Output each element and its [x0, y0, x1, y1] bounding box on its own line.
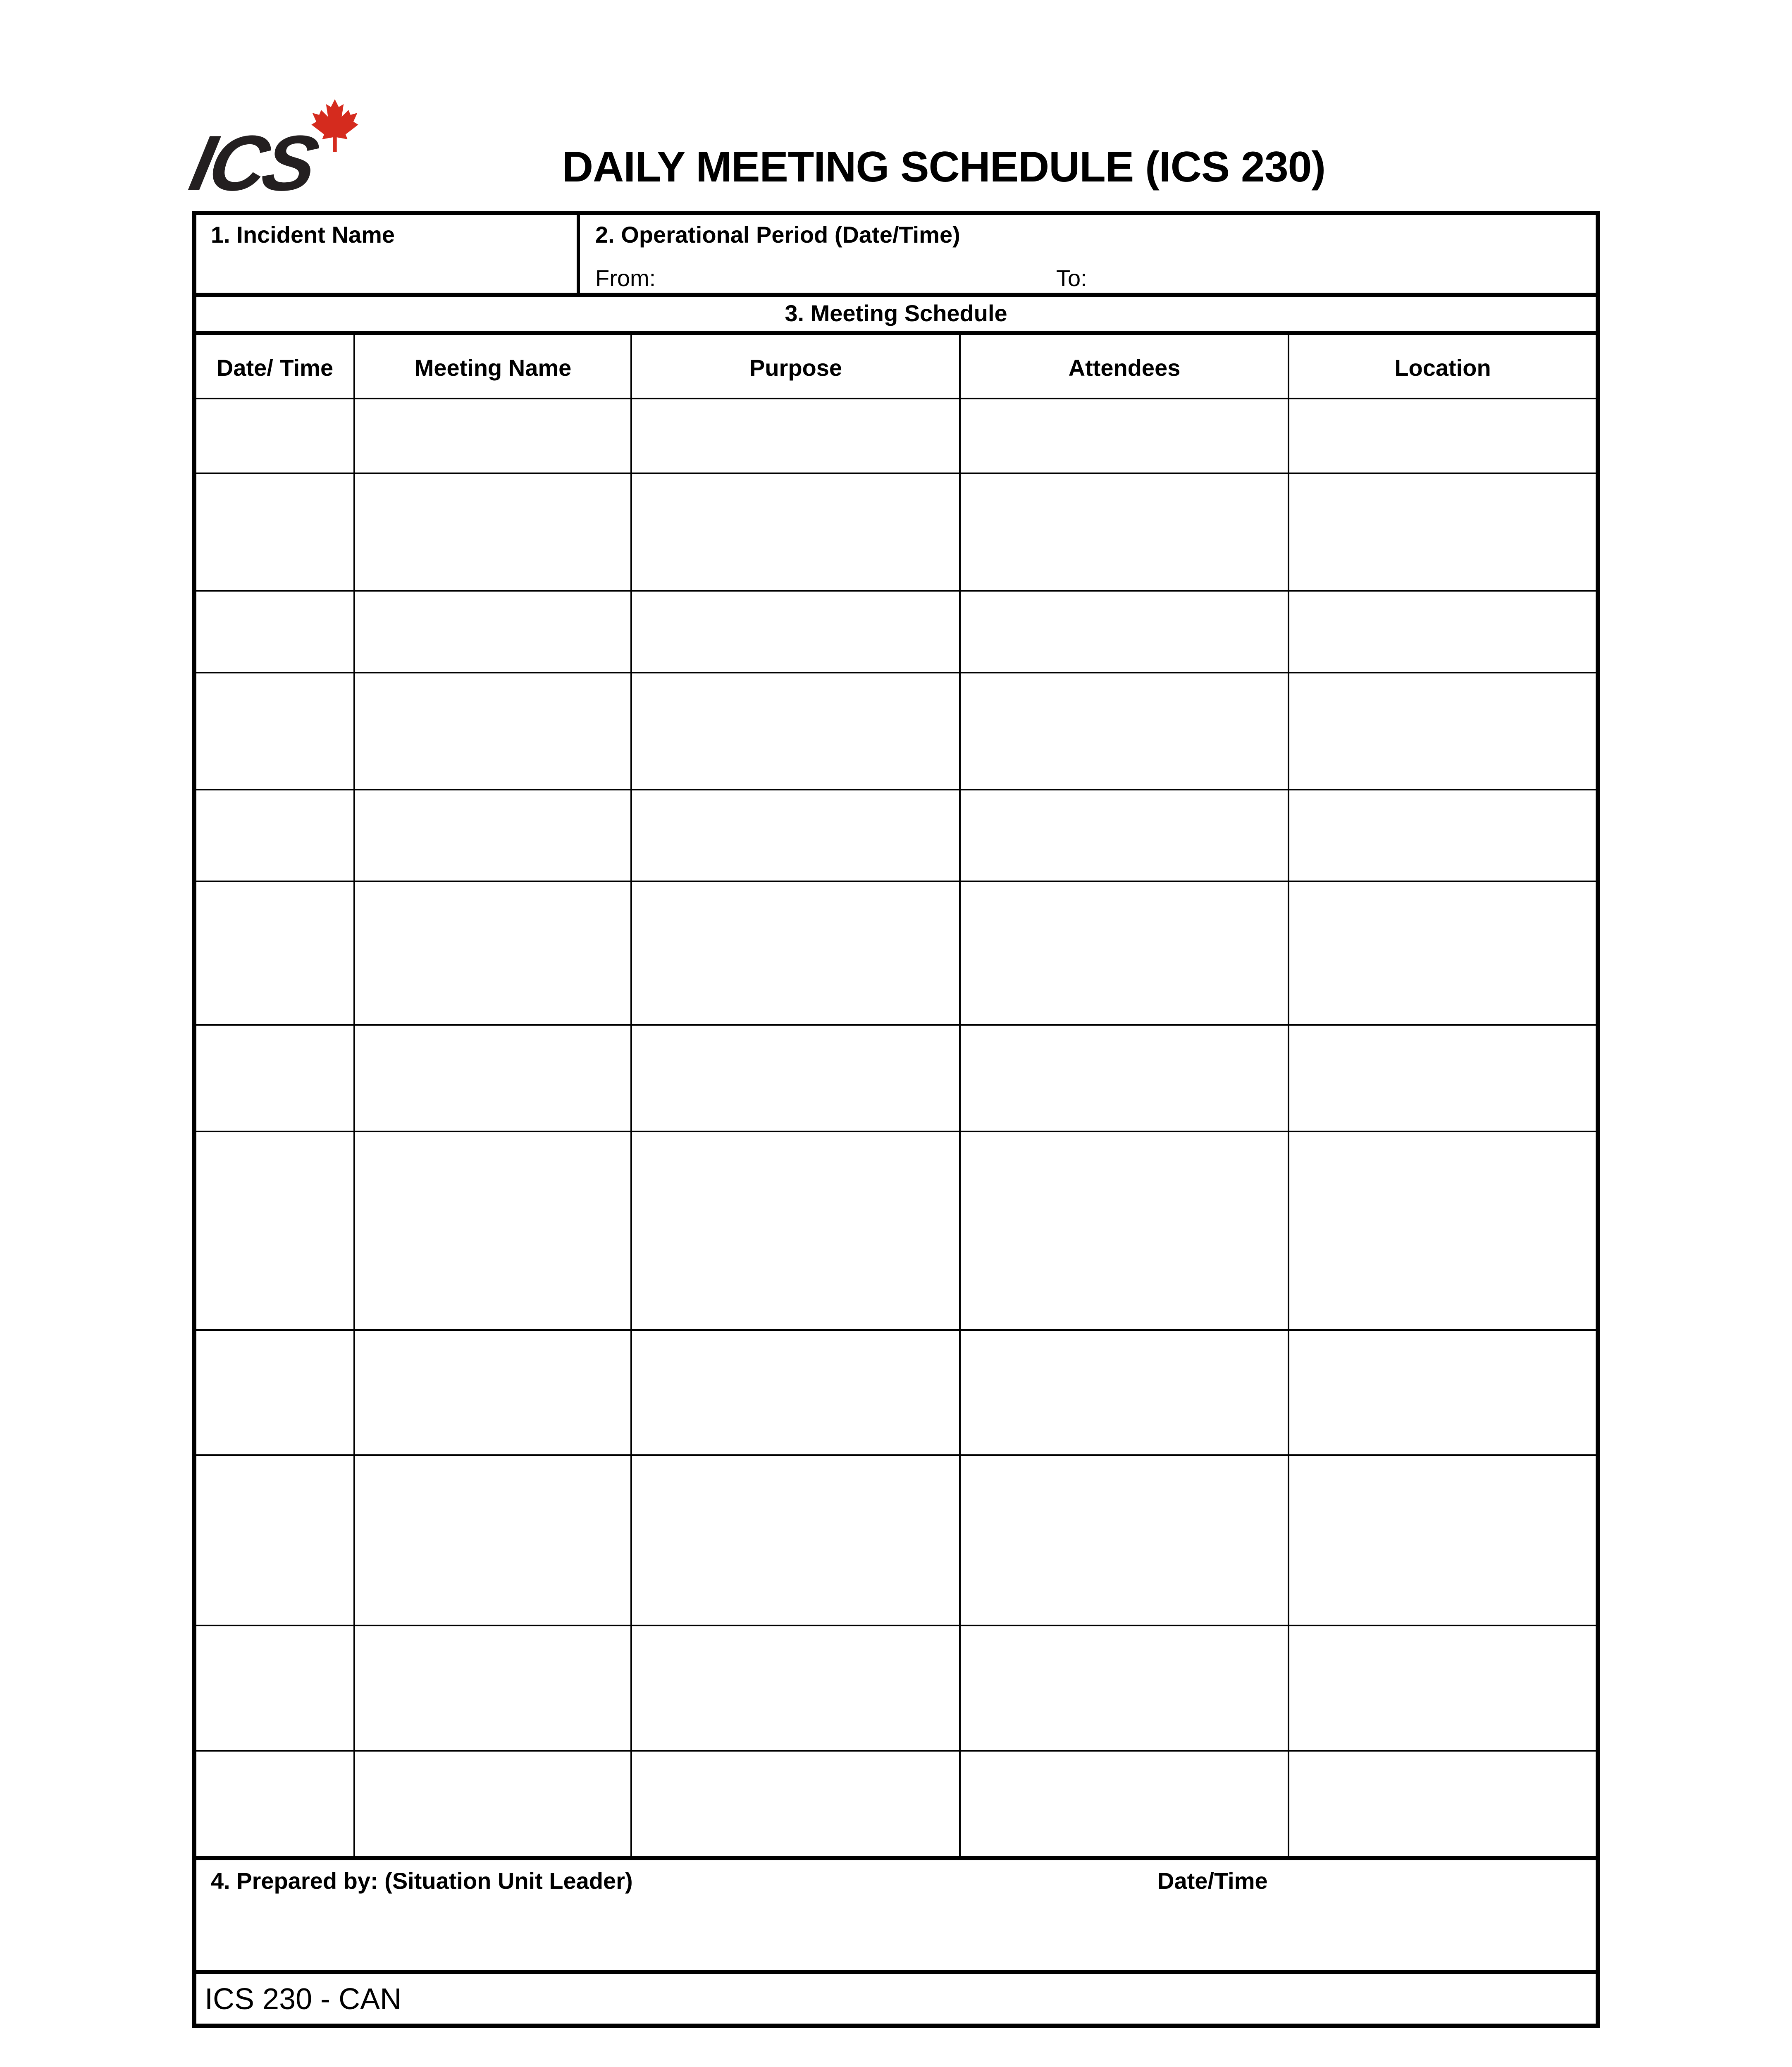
table-row[interactable] — [196, 1132, 1596, 1329]
prepared-by-label: 4. Prepared by: (Situation Unit Leader) — [211, 1868, 633, 1894]
table-row[interactable] — [196, 882, 1596, 1024]
table-row[interactable] — [196, 1626, 1596, 1750]
divider-above-schedule — [192, 293, 1600, 297]
column-header-meeting-name: Meeting Name — [414, 355, 572, 381]
to-field[interactable] — [1100, 260, 1592, 291]
from-label: From: — [595, 265, 656, 291]
divider-below-heading — [192, 331, 1600, 335]
header-divider — [577, 211, 580, 294]
table-row[interactable] — [196, 790, 1596, 881]
column-header-date-time: Date/ Time — [216, 355, 334, 381]
form-border-right — [1596, 211, 1600, 2028]
incident-name-label: 1. Incident Name — [211, 222, 395, 248]
table-row[interactable] — [196, 1331, 1596, 1454]
form-border-top — [192, 211, 1600, 215]
table-row[interactable] — [196, 592, 1596, 672]
divider-above-footer — [192, 1970, 1600, 1974]
table-row[interactable] — [196, 1752, 1596, 1856]
to-label: To: — [1056, 265, 1087, 291]
form-border-left — [192, 211, 196, 2028]
prepared-by-date-time-label: Date/Time — [1157, 1868, 1268, 1894]
from-field[interactable] — [661, 260, 1046, 291]
table-row[interactable] — [196, 1026, 1596, 1131]
column-header-purpose: Purpose — [749, 355, 842, 381]
form-code: ICS 230 - CAN — [205, 1983, 402, 2016]
form-border-bottom — [192, 2024, 1600, 2028]
table-row[interactable] — [196, 474, 1596, 590]
maple-leaf-icon — [310, 99, 360, 153]
table-row[interactable] — [196, 1456, 1596, 1625]
meeting-schedule-heading: 3. Meeting Schedule — [785, 300, 1007, 326]
table-row[interactable] — [196, 399, 1596, 473]
divider-above-prepared-by — [192, 1856, 1600, 1860]
incident-name-field[interactable] — [198, 252, 573, 291]
page-title: DAILY MEETING SCHEDULE (ICS 230) — [562, 143, 1326, 191]
column-header-attendees: Attendees — [1068, 355, 1181, 381]
ics-logo — [183, 99, 358, 207]
column-header-location: Location — [1394, 355, 1491, 381]
logo-text: ICS — [183, 119, 323, 207]
operational-period-label: 2. Operational Period (Date/Time) — [595, 222, 960, 248]
prepared-by-field[interactable] — [198, 1898, 1592, 1968]
table-row[interactable] — [196, 673, 1596, 789]
